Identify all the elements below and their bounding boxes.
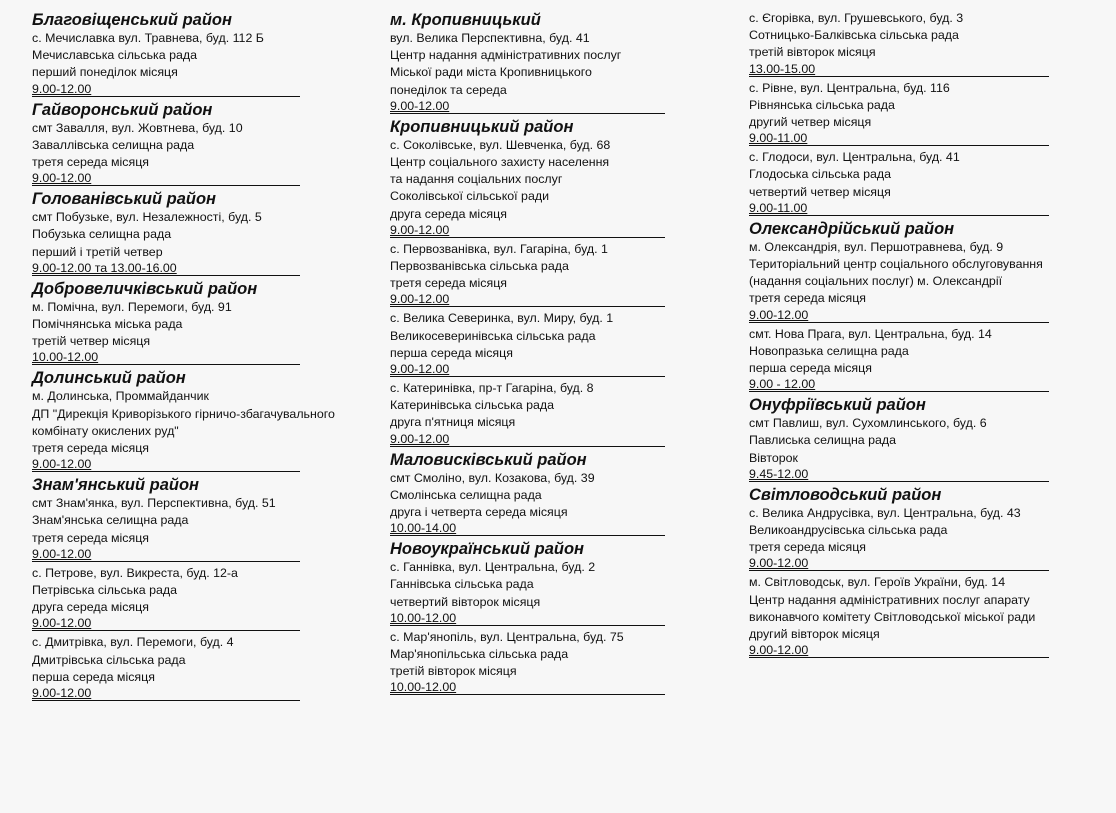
office-hours: 10.00-12.00 — [390, 680, 457, 695]
office-entry — [749, 326, 1111, 393]
info-line: другий вівторок місяця — [749, 627, 880, 642]
address-line: смт Побузьке, вул. Незалежності, буд. 5 — [32, 210, 262, 225]
office-entry — [32, 209, 382, 276]
address-line: с. Катеринівка, пр-т Гагаріна, буд. 8 — [390, 381, 594, 396]
info-line: Побузька селищна рада — [32, 227, 172, 242]
info-line: Заваллівська селищна рада — [32, 137, 195, 152]
info-line: Територіальний центр соціального обслуговування — [749, 257, 1043, 272]
info-line: Центр соціального захисту населення — [390, 155, 610, 170]
office-entry — [390, 310, 750, 377]
address-line: с. Глодоси, вул. Центральна, буд. 41 — [749, 150, 960, 165]
office-entry — [749, 10, 1111, 77]
office-hours: 9.00-12.00 — [32, 81, 92, 96]
separator-line — [32, 185, 300, 186]
office-hours: 9.00-12.00 — [32, 546, 92, 561]
office-hours: 9.00-12.00 — [390, 222, 450, 237]
separator-line — [32, 364, 300, 365]
office-hours: 9.00-12.00 — [390, 362, 450, 377]
address-line: с. Велика Андрусівка, вул. Центральна, буд. 43 — [749, 505, 1021, 520]
office-entry — [390, 559, 750, 626]
address-line: с. Мар'янопіль, вул. Центральна, буд. 75 — [390, 629, 624, 644]
info-line: третя середа місяця — [32, 441, 150, 456]
district-heading: Гайворонський район — [32, 100, 213, 119]
address-line: с. Рівне, вул. Центральна, буд. 116 — [749, 80, 950, 95]
schedule-column-1 — [32, 10, 382, 704]
info-line: Центр надання адміністративних послуг апарату — [749, 592, 1030, 607]
district-heading: Новоукраїнський район — [390, 540, 585, 559]
office-entry — [32, 388, 382, 472]
district-heading: Знам'янський район — [32, 476, 200, 495]
info-line: третя середа місяця — [32, 155, 150, 170]
district-heading: м. Кропивницький — [390, 11, 541, 29]
info-line: Вівторок — [749, 450, 798, 465]
office-entry — [390, 241, 750, 308]
office-entry — [749, 505, 1111, 572]
office-entry — [32, 299, 382, 366]
info-line: Помічнянська міська рада — [32, 317, 183, 332]
info-line: Рівнянська сільська рада — [749, 97, 895, 112]
separator-line — [749, 322, 1049, 323]
info-line: перша середа місяця — [32, 669, 155, 684]
separator-line — [749, 391, 1049, 392]
office-entry — [32, 495, 382, 562]
info-line: перша середа місяця — [749, 361, 872, 376]
office-hours: 9.00-12.00 — [749, 556, 809, 571]
info-line: комбінату окислених руд" — [32, 423, 179, 438]
office-hours: 13.00-15.00 — [749, 61, 816, 76]
office-entry — [32, 565, 382, 632]
office-entry — [32, 30, 382, 97]
separator-line — [749, 657, 1049, 658]
separator-line — [390, 376, 665, 377]
info-line: Новопразька селищна рада — [749, 343, 909, 358]
info-line: перший і третій четвер — [32, 244, 163, 259]
office-hours: 9.00-12.00 — [749, 307, 809, 322]
info-line: четвертий четвер місяця — [749, 184, 891, 199]
info-line: третій вівторок місяця — [390, 664, 517, 679]
info-line: перша середа місяця — [390, 345, 513, 360]
address-line: с. Петрове, вул. Викреста, буд. 12-а — [32, 565, 238, 580]
separator-line — [749, 145, 1049, 146]
district-heading: Кропивницький район — [390, 117, 574, 136]
office-entry — [32, 120, 382, 187]
office-hours: 10.00-12.00 — [32, 350, 99, 365]
info-line: третя середа місяця — [749, 291, 867, 306]
office-entry — [749, 415, 1111, 482]
address-line: с. Мечиславка вул. Травнева, буд. 112 Б — [32, 31, 264, 45]
info-line: друга і четверта середа місяця — [390, 505, 568, 520]
info-line: третя середа місяця — [390, 276, 508, 291]
office-hours: 9.00-11.00 — [749, 131, 808, 146]
info-line: Первозванівська сільська рада — [390, 259, 569, 274]
address-line: смт. Нова Прага, вул. Центральна, буд. 14 — [749, 326, 992, 341]
info-line: Дмитрівська сільська рада — [32, 652, 186, 667]
separator-line — [390, 306, 665, 307]
info-line: друга середа місяця — [390, 206, 507, 221]
office-entry — [390, 137, 750, 238]
info-line: четвертий вівторок місяця — [390, 594, 541, 609]
info-line: Петрівська сільська рада — [32, 583, 178, 598]
office-entry — [390, 629, 750, 696]
separator-line — [390, 625, 665, 626]
info-line: понеділок та середа — [390, 82, 507, 97]
office-entry — [32, 634, 382, 701]
address-line: м. Помічна, вул. Перемоги, буд. 91 — [32, 299, 232, 314]
address-line: с. Дмитрівка, вул. Перемоги, буд. 4 — [32, 635, 234, 650]
address-line: с. Первозванівка, вул. Гагаріна, буд. 1 — [390, 241, 608, 256]
office-hours: 9.00-12.00 — [390, 431, 450, 446]
info-line: Міської ради міста Кропивницького — [390, 65, 592, 80]
separator-line — [32, 561, 300, 562]
info-line: Павлиська селищна рада — [749, 433, 897, 448]
info-line: (надання соціальних послуг) м. Олександрії — [749, 274, 1003, 289]
office-entry — [390, 30, 750, 114]
separator-line — [390, 535, 665, 536]
office-hours: 9.00-12.00 — [32, 616, 92, 631]
separator-line — [749, 76, 1049, 77]
district-heading: Олександрійський район — [749, 219, 955, 238]
info-line: та надання соціальних послуг — [390, 172, 563, 187]
info-line: виконавчого комітету Світловодської міської ради — [749, 609, 1036, 624]
address-line: м. Долинська, Проммайданчик — [32, 389, 209, 404]
separator-line — [32, 275, 300, 276]
schedule-column-3 — [749, 10, 1111, 661]
office-hours: 10.00-12.00 — [390, 610, 457, 625]
office-hours: 9.00-11.00 — [749, 200, 808, 215]
separator-line — [749, 481, 1049, 482]
separator-line — [32, 700, 300, 701]
info-line: Мечиславська сільська рада — [32, 48, 197, 63]
schedule-column-2 — [390, 10, 750, 698]
info-line: Великоандрусівська сільська рада — [749, 523, 948, 538]
district-heading: Голованівський район — [32, 190, 216, 209]
office-hours: 9.00-12.00 — [32, 457, 92, 472]
address-line: смт Завалля, вул. Жовтнева, буд. 10 — [32, 120, 243, 135]
info-line: третій вівторок місяця — [749, 45, 876, 60]
separator-line — [32, 471, 300, 472]
office-hours: 10.00-14.00 — [390, 521, 457, 536]
office-hours: 9.45-12.00 — [749, 466, 809, 481]
info-line: Смолінська селищна рада — [390, 487, 542, 502]
info-line: Глодоська сільська рада — [749, 167, 892, 182]
address-line: смт Павлиш, вул. Сухомлинського, буд. 6 — [749, 416, 987, 431]
info-line: друга середа місяця — [32, 600, 149, 615]
separator-line — [390, 694, 665, 695]
district-heading: Онуфріївський район — [749, 396, 926, 415]
info-line: Знам'янська селищна рада — [32, 513, 189, 528]
info-line: Ганнівська сільська рада — [390, 577, 534, 592]
office-hours: 9.00-12.00 — [749, 643, 809, 658]
district-heading: Маловисківський район — [390, 450, 587, 469]
info-line: Мар'янопільська сільська рада — [390, 647, 569, 662]
info-line: перший понеділок місяця — [32, 65, 178, 80]
address-line: м. Світловодськ, вул. Героїв України, буд. 14 — [749, 575, 1006, 590]
info-line: третій четвер місяця — [32, 334, 151, 349]
info-line: третя середа місяця — [32, 530, 150, 545]
separator-line — [390, 113, 665, 114]
separator-line — [390, 237, 665, 238]
address-line: смт Знам'янка, вул. Перспективна, буд. 51 — [32, 496, 276, 511]
info-line: Соколівської сільської ради — [390, 189, 549, 204]
office-hours: 9.00-12.00 — [32, 171, 92, 186]
info-line: Сотницько-Балківська сільська рада — [749, 28, 959, 43]
separator-line — [32, 630, 300, 631]
district-heading: Добровеличківський район — [32, 279, 258, 298]
info-line: друга п'ятниця місяця — [390, 415, 516, 430]
info-line: другий четвер місяця — [749, 115, 872, 130]
separator-line — [749, 570, 1049, 571]
district-heading: Благовіщенський район — [32, 11, 232, 29]
address-line: с. Єгорівка, вул. Грушевського, буд. 3 — [749, 11, 964, 25]
separator-line — [390, 446, 665, 447]
office-entry — [390, 380, 750, 447]
office-hours: 9.00 - 12.00 — [749, 377, 816, 392]
district-heading: Світловодський район — [749, 485, 942, 504]
address-line: с. Велика Северинка, вул. Миру, буд. 1 — [390, 311, 614, 326]
office-hours: 9.00-12.00 — [390, 292, 450, 307]
info-line: Катеринівська сільська рада — [390, 398, 555, 413]
office-entry — [749, 574, 1111, 658]
office-entry — [749, 239, 1111, 323]
info-line: Великосеверинівська сільська рада — [390, 328, 596, 343]
office-hours: 9.00-12.00 та 13.00-16.00 — [32, 260, 177, 275]
separator-line — [32, 96, 300, 97]
district-heading: Долинський район — [32, 369, 186, 388]
office-entry — [390, 470, 750, 537]
info-line: ДП "Дирекція Криворізького гірничо-збагачувального — [32, 406, 335, 421]
info-line: третя середа місяця — [749, 540, 867, 555]
address-line: с. Ганнівка, вул. Центральна, буд. 2 — [390, 560, 596, 575]
address-line: с. Соколівське, вул. Шевченка, буд. 68 — [390, 137, 611, 152]
office-entry — [749, 149, 1111, 216]
office-hours: 9.00-12.00 — [32, 686, 92, 701]
address-line: вул. Велика Перспективна, буд. 41 — [390, 31, 590, 45]
info-line: Центр надання адміністративних послуг — [390, 48, 622, 63]
office-entry — [749, 80, 1111, 147]
address-line: м. Олександрія, вул. Першотравнева, буд. 9 — [749, 239, 1004, 254]
separator-line — [749, 215, 1049, 216]
office-hours: 9.00-12.00 — [390, 98, 450, 113]
address-line: смт Смоліно, вул. Козакова, буд. 39 — [390, 470, 595, 485]
